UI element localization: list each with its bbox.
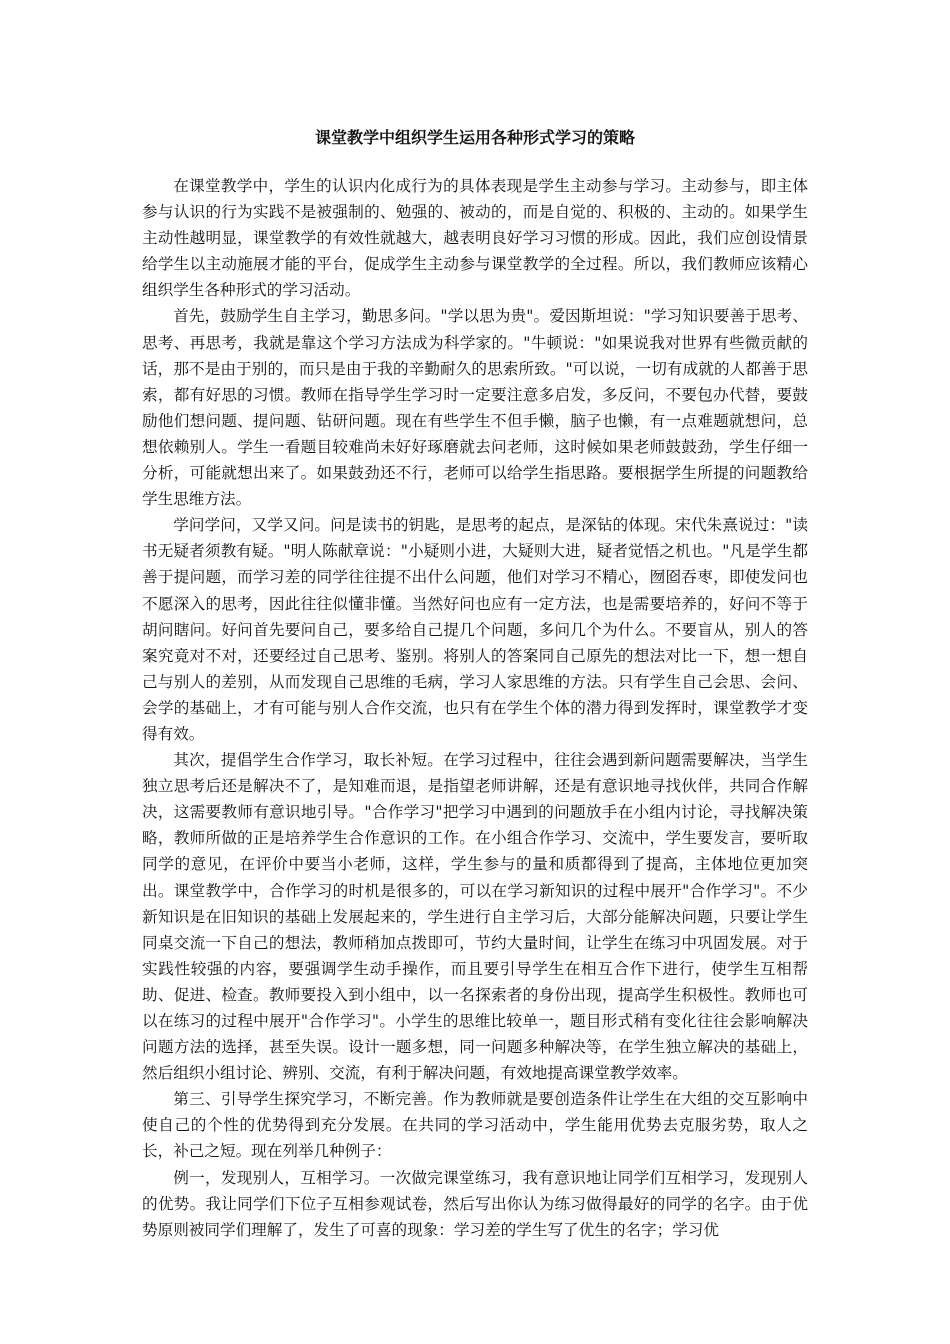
document-body <box>142 173 808 1243</box>
paragraph-example-one: 例一，发现别人，互相学习。一次做完课堂练习，我有意识地让同学们互相学习，发现别人的优势。我让同学们下位子互相参观试卷，然后写出你认为练习做得最好的同学的名字。由于优势原则被同学们理解了，发生了可喜的现象：学习差的学生写了优生的名字；学习优 <box>142 1168 808 1239</box>
document-title: 课堂教学中组织学生运用各种形式学习的策略 <box>314 128 635 147</box>
paragraph-asking-questions: 学问学问，又学又问。问是读书的钥匙，是思考的起点，是深钻的体现。宋代朱熹说过："读书无疑者须教有疑。"明人陈献章说："小疑则小进，大疑则大进，疑者觉悟之机也。"凡是学生都善于提问题，而学习差的同学往往提不出什么问题，他们对学习不精心，囫囵吞枣，即使发问也不愿深入的思考，因此往往似懂非懂。当然好问也应有一定方法，也是需要培养的，好问不等于胡问瞎问。好问首先要问自己，要多给自己提几个问题，多问几个为什么。不要盲从，别人的答案究竟对不对，还要经过自己思考、鉴别。将别人的答案同自己原先的想法对比一下，想一想自己与别人的差别，从而发现自己思维的毛病，学习人家思维的方法。只有学生自己会思、会问、会学的基础上，才有可能与别人合作交流，也只有在学生个体的潜力得到发挥时，课堂教学才变得有效。 <box>142 516 808 743</box>
paragraph-self-study: 首先，鼓励学生自主学习，勤思多问。"学以思为贵"。爱因斯坦说："学习知识要善于思考、思考、再思考，我就是靠这个学习方法成为科学家的。"牛顿说："如果说我对世界有些微贡献的话，那不是由于别的，而只是由于我的辛勤耐久的思索所致。"可以说，一切有成就的人都善于思索，都有好思的习惯。教师在指导学生学习时一定要注意多启发，多反问，不要包办代替，要鼓励他们想问题、提问题、钻研问题。现在有些学生不但手懒，脑子也懒，有一点难题就想问，总想依赖别人。学生一看题目较难尚未好好琢磨就去问老师，这时候如果老师鼓鼓劲，学生仔细一分析，可能就想出来了。如果鼓劲还不行，老师可以给学生指思路。要根据学生所提的问题教给学生思维方法。 <box>142 307 808 509</box>
paragraph-intro: 在课堂教学中，学生的认识内化成行为的具体表现是学生主动参与学习。主动参与，即主体参与认识的行为实践不是被强制的、勉强的、被动的，而是自觉的、积极的、主动的。如果学生主动性越明显，课堂教学的有效性就越大，越表明良好学习习惯的形成。因此，我们应创设情景给学生以主动施展才能的平台，促成学生主动参与课堂教学的全过程。所以，我们教师应该精心组织学生各种形式的学习活动。 <box>142 177 808 300</box>
paragraph-cooperative-learning: 其次，提倡学生合作学习，取长补短。在学习过程中，往往会遇到新问题需要解决，当学生独立思考后还是解决不了，是知难而退，是指望老师讲解，还是有意识地寻找伙伴，共同合作解决，这需要教师有意识地引导。"合作学习"把学习中遇到的问题放手在小组内讨论，寻找解决策略，教师所做的正是培养学生合作意识的工作。在小组合作学习、交流中，学生要发言，要听取同学的意见，在评价中要当小老师，这样，学生参与的量和质都得到了提高，主体地位更加突出。课堂教学中，合作学习的时机是很多的，可以在学习新知识的过程中展开"合作学习"。不少新知识是在旧知识的基础上发展起来的，学生进行自主学习后，大部分能解决问题，只要让学生同桌交流一下自己的想法，教师稍加点拨即可，节约大量时间，让学生在练习中巩固发展。对于实践性较强的内容，要强调学生动手操作，而且要引导学生在相互合作下进行，使学生互相帮助、促进、检查。教师要投入到小组中，以一名探索者的身份出现，提高学生积极性。教师也可以在练习的过程中展开"合作学习"。小学生的思维比较单一，题目形式稍有变化往往会影响解决问题方法的选择，甚至失误。设计一题多想，同一问题多种解决等，在学生独立解决的基础上，然后组织小组讨论、辨别、交流，有利于解决问题，有效地提高课堂教学效率。 <box>142 751 808 1083</box>
paragraph-inquiry-learning: 第三、引导学生探究学习，不断完善。作为教师就是要创造条件让学生在大组的交互影响中使自己的个性的优势得到充分发展。在共同的学习活动中，学生能用优势去克服劣势，取人之长，补己之短。现在列举几种例子： <box>142 1090 808 1161</box>
